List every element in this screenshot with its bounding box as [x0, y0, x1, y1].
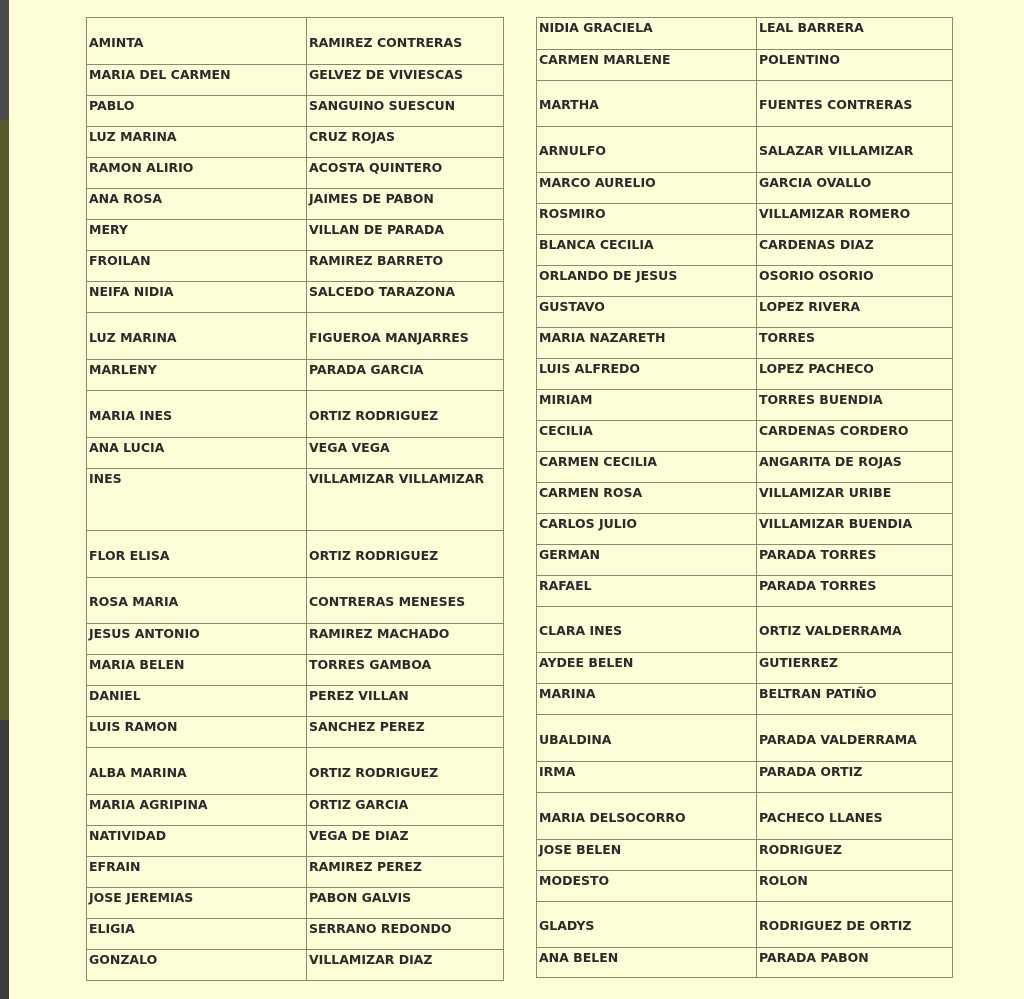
first-name-cell: DANIEL: [87, 686, 307, 717]
first-name-cell: GLADYS: [537, 902, 757, 948]
table-row: [87, 686, 504, 717]
last-name-cell: CONTRERAS MENESES: [307, 578, 504, 624]
first-name-cell: IRMA: [537, 762, 757, 793]
left-table-body: [87, 18, 504, 981]
first-name-cell: MARIA INES: [87, 391, 307, 438]
table-row: [87, 578, 504, 624]
first-name-cell: CECILIA: [537, 421, 757, 452]
first-name-cell: ROSMIRO: [537, 204, 757, 235]
right-table-body: [537, 18, 953, 978]
last-name-cell: ORTIZ GARCIA: [307, 795, 504, 826]
table-row: [537, 204, 953, 235]
first-name-cell: MERY: [87, 220, 307, 251]
last-name-cell: GARCIA OVALLO: [757, 173, 953, 204]
table-row: [87, 624, 504, 655]
left-names-table: [86, 17, 504, 981]
last-name-cell: ANGARITA DE ROJAS: [757, 452, 953, 483]
table-row: [537, 545, 953, 576]
last-name-cell: RAMIREZ MACHADO: [307, 624, 504, 655]
table-row: [87, 469, 504, 531]
first-name-cell: CARMEN ROSA: [537, 483, 757, 514]
last-name-cell: FIGUEROA MANJARRES: [307, 313, 504, 360]
last-name-cell: LOPEZ RIVERA: [757, 297, 953, 328]
first-name-cell: LUZ MARINA: [87, 127, 307, 158]
table-row: [537, 871, 953, 902]
table-row: [87, 65, 504, 96]
table-row: [537, 607, 953, 653]
first-name-cell: AMINTA: [87, 18, 307, 65]
last-name-cell: VEGA VEGA: [307, 438, 504, 469]
last-name-cell: PARADA VALDERRAMA: [757, 715, 953, 762]
last-name-cell: OSORIO OSORIO: [757, 266, 953, 297]
first-name-cell: MARIA DEL CARMEN: [87, 65, 307, 96]
table-row: [87, 158, 504, 189]
table-row: [87, 189, 504, 220]
first-name-cell: NIDIA GRACIELA: [537, 18, 757, 50]
last-name-cell: SANCHEZ PEREZ: [307, 717, 504, 748]
first-name-cell: MARINA: [537, 684, 757, 715]
first-name-cell: FROILAN: [87, 251, 307, 282]
table-row: [87, 717, 504, 748]
first-name-cell: UBALDINA: [537, 715, 757, 762]
table-row: [87, 313, 504, 360]
last-name-cell: VILLAMIZAR VILLAMIZAR: [307, 469, 504, 531]
last-name-cell: CARDENAS DIAZ: [757, 235, 953, 266]
first-name-cell: ALBA MARINA: [87, 748, 307, 795]
first-name-cell: MARCO AURELIO: [537, 173, 757, 204]
first-name-cell: CARLOS JULIO: [537, 514, 757, 545]
first-name-cell: CARMEN CECILIA: [537, 452, 757, 483]
table-row: [537, 576, 953, 607]
last-name-cell: PARADA ORTIZ: [757, 762, 953, 793]
table-row: [537, 297, 953, 328]
table-row: [537, 653, 953, 684]
table-row: [87, 18, 504, 65]
table-row: [87, 220, 504, 251]
first-name-cell: ARNULFO: [537, 127, 757, 173]
first-name-cell: NEIFA NIDIA: [87, 282, 307, 313]
last-name-cell: FUENTES CONTRERAS: [757, 81, 953, 127]
last-name-cell: RODRIGUEZ DE ORTIZ: [757, 902, 953, 948]
last-name-cell: VILLAMIZAR ROMERO: [757, 204, 953, 235]
last-name-cell: PARADA TORRES: [757, 545, 953, 576]
table-row: [537, 127, 953, 173]
last-name-cell: RAMIREZ BARRETO: [307, 251, 504, 282]
last-name-cell: ROLON: [757, 871, 953, 902]
table-row: [537, 421, 953, 452]
last-name-cell: VILLAMIZAR DIAZ: [307, 950, 504, 981]
table-row: [537, 762, 953, 793]
table-row: [87, 391, 504, 438]
last-name-cell: PARADA TORRES: [757, 576, 953, 607]
table-row: [537, 793, 953, 840]
first-name-cell: RAFAEL: [537, 576, 757, 607]
table-row: [87, 282, 504, 313]
last-name-cell: SANGUINO SUESCUN: [307, 96, 504, 127]
first-name-cell: LUZ MARINA: [87, 313, 307, 360]
last-name-cell: CRUZ ROJAS: [307, 127, 504, 158]
first-name-cell: BLANCA CECILIA: [537, 235, 757, 266]
first-name-cell: ELIGIA: [87, 919, 307, 950]
last-name-cell: POLENTINO: [757, 50, 953, 81]
first-name-cell: MODESTO: [537, 871, 757, 902]
last-name-cell: JAIMES DE PABON: [307, 189, 504, 220]
table-row: [537, 840, 953, 871]
right-names-table: [536, 17, 953, 978]
table-row: [537, 715, 953, 762]
table-row: [87, 748, 504, 795]
table-row: [537, 684, 953, 715]
last-name-cell: TORRES BUENDIA: [757, 390, 953, 421]
first-name-cell: GUSTAVO: [537, 297, 757, 328]
table-row: [87, 531, 504, 578]
first-name-cell: MARIA BELEN: [87, 655, 307, 686]
last-name-cell: VILLAMIZAR URIBE: [757, 483, 953, 514]
first-name-cell: MARIA DELSOCORRO: [537, 793, 757, 840]
last-name-cell: PARADA GARCIA: [307, 360, 504, 391]
last-name-cell: PACHECO LLANES: [757, 793, 953, 840]
first-name-cell: EFRAIN: [87, 857, 307, 888]
first-name-cell: RAMON ALIRIO: [87, 158, 307, 189]
table-row: [537, 390, 953, 421]
last-name-cell: PABON GALVIS: [307, 888, 504, 919]
last-name-cell: ORTIZ RODRIGUEZ: [307, 748, 504, 795]
last-name-cell: ACOSTA QUINTERO: [307, 158, 504, 189]
last-name-cell: RODRIGUEZ: [757, 840, 953, 871]
last-name-cell: TORRES: [757, 328, 953, 359]
first-name-cell: ROSA MARIA: [87, 578, 307, 624]
table-row: [537, 514, 953, 545]
first-name-cell: PABLO: [87, 96, 307, 127]
table-row: [87, 857, 504, 888]
first-name-cell: GERMAN: [537, 545, 757, 576]
first-name-cell: ANA BELEN: [537, 948, 757, 978]
table-row: [537, 173, 953, 204]
last-name-cell: ORTIZ VALDERRAMA: [757, 607, 953, 653]
last-name-cell: SALAZAR VILLAMIZAR: [757, 127, 953, 173]
first-name-cell: CLARA INES: [537, 607, 757, 653]
table-row: [537, 266, 953, 297]
first-name-cell: LUIS ALFREDO: [537, 359, 757, 390]
table-row: [537, 483, 953, 514]
first-name-cell: JOSE JEREMIAS: [87, 888, 307, 919]
first-name-cell: FLOR ELISA: [87, 531, 307, 578]
first-name-cell: MIRIAM: [537, 390, 757, 421]
last-name-cell: GELVEZ DE VIVIESCAS: [307, 65, 504, 96]
table-row: [87, 127, 504, 158]
left-edge-strip: [0, 0, 9, 999]
last-name-cell: VILLAMIZAR BUENDIA: [757, 514, 953, 545]
last-name-cell: ORTIZ RODRIGUEZ: [307, 531, 504, 578]
first-name-cell: LUIS RAMON: [87, 717, 307, 748]
table-row: [87, 826, 504, 857]
table-row: [87, 950, 504, 981]
table-row: [87, 251, 504, 282]
first-name-cell: INES: [87, 469, 307, 531]
last-name-cell: PARADA PABON: [757, 948, 953, 978]
last-name-cell: GUTIERREZ: [757, 653, 953, 684]
table-row: [537, 235, 953, 266]
table-row: [537, 948, 953, 978]
table-row: [87, 360, 504, 391]
first-name-cell: JOSE BELEN: [537, 840, 757, 871]
table-row: [537, 50, 953, 81]
table-row: [537, 328, 953, 359]
first-name-cell: MARTHA: [537, 81, 757, 127]
last-name-cell: CARDENAS CORDERO: [757, 421, 953, 452]
first-name-cell: MARLENY: [87, 360, 307, 391]
table-row: [537, 452, 953, 483]
table-row: [537, 902, 953, 948]
table-row: [87, 888, 504, 919]
last-name-cell: LEAL BARRERA: [757, 18, 953, 50]
table-row: [87, 438, 504, 469]
first-name-cell: ANA ROSA: [87, 189, 307, 220]
table-row: [537, 81, 953, 127]
table-row: [87, 655, 504, 686]
first-name-cell: CARMEN MARLENE: [537, 50, 757, 81]
last-name-cell: LOPEZ PACHECO: [757, 359, 953, 390]
first-name-cell: ANA LUCIA: [87, 438, 307, 469]
first-name-cell: ORLANDO DE JESUS: [537, 266, 757, 297]
first-name-cell: JESUS ANTONIO: [87, 624, 307, 655]
last-name-cell: VEGA DE DIAZ: [307, 826, 504, 857]
last-name-cell: RAMIREZ CONTRERAS: [307, 18, 504, 65]
last-name-cell: ORTIZ RODRIGUEZ: [307, 391, 504, 438]
table-row: [87, 96, 504, 127]
last-name-cell: SERRANO REDONDO: [307, 919, 504, 950]
first-name-cell: AYDEE BELEN: [537, 653, 757, 684]
last-name-cell: BELTRAN PATIÑO: [757, 684, 953, 715]
last-name-cell: SALCEDO TARAZONA: [307, 282, 504, 313]
first-name-cell: MARIA AGRIPINA: [87, 795, 307, 826]
first-name-cell: GONZALO: [87, 950, 307, 981]
first-name-cell: MARIA NAZARETH: [537, 328, 757, 359]
table-row: [537, 359, 953, 390]
last-name-cell: PEREZ VILLAN: [307, 686, 504, 717]
last-name-cell: RAMIREZ PEREZ: [307, 857, 504, 888]
last-name-cell: VILLAN DE PARADA: [307, 220, 504, 251]
table-row: [87, 795, 504, 826]
table-row: [87, 919, 504, 950]
first-name-cell: NATIVIDAD: [87, 826, 307, 857]
last-name-cell: TORRES GAMBOA: [307, 655, 504, 686]
table-row: [537, 18, 953, 50]
